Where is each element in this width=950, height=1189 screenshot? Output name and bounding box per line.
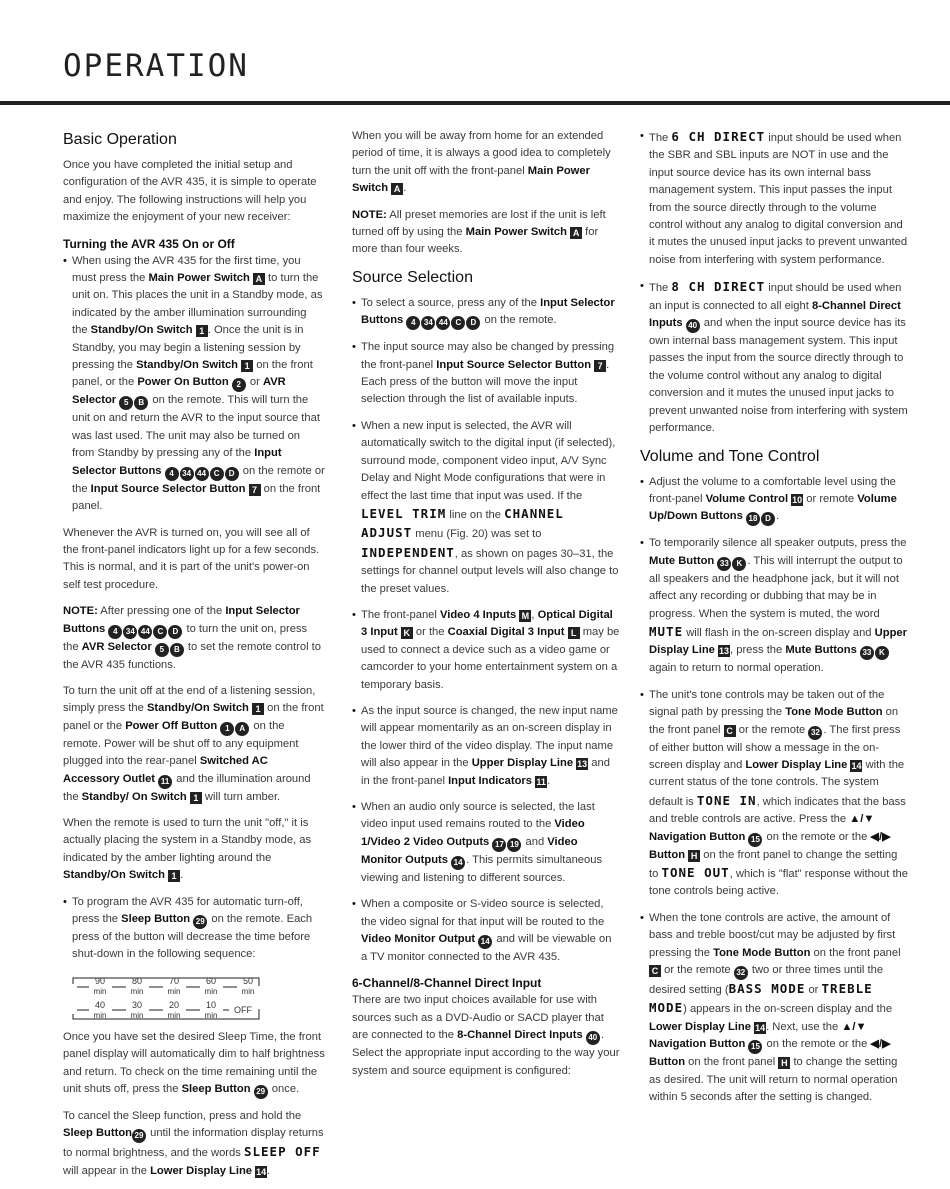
callout-circle: K: [875, 646, 889, 660]
callout-circle: C: [451, 316, 465, 330]
bold-text: Volume Control: [705, 492, 789, 505]
text: on the front panel: [685, 1056, 779, 1069]
bold-text: Lower Display Line: [745, 758, 848, 771]
display-text: CHANNEL ADJUST: [361, 505, 564, 541]
text: To cancel the Sleep function, press and hold the: [63, 1110, 302, 1123]
callout-badge: K: [401, 627, 413, 639]
bold-text: ◀/▶ Button: [649, 830, 891, 861]
text: menu (Fig. 20) was set to: [412, 528, 542, 541]
bold-text: Input Selector Buttons: [63, 605, 300, 635]
text: and when the input source device has its own internal bass management system. This input passes the input from the source directly through to the volume control without any analog to digital conversion and it mutes the unused input jacks to prevent unwanted noise from interfering with system performance.: [649, 317, 908, 435]
text: When the remote is used to turn the unit "off," it is actually placing the system in a Standby mode, as indicated by the amber lighting around the: [63, 816, 312, 864]
bold-text: Input Indicators: [448, 774, 532, 787]
text: The: [649, 282, 672, 295]
text: , press the: [730, 644, 786, 657]
text: When a new input is selected, the AVR will automatically switch to the digital input (if selected), surround mode, component video input, A/V Sync Delay and Night Mode configurations that were in effect the last time that input was used. If the: [361, 419, 616, 502]
callout-circle: 14: [478, 935, 492, 949]
callout-badge: 14: [851, 760, 862, 771]
text: on the front panel, or the: [72, 359, 313, 389]
callout-badge: 1: [241, 360, 253, 372]
sequence-value: 40: [94, 999, 106, 1010]
bullet-paragraph: [352, 896, 620, 966]
sequence-value: 60: [205, 975, 217, 986]
bullet-paragraph: [63, 253, 325, 516]
callout-badge: A: [391, 183, 403, 195]
sequence-unit: min: [204, 1010, 218, 1020]
heading-volume-tone: Volume and Tone Control: [640, 447, 820, 465]
sequence-value: 70: [168, 975, 180, 986]
text: on the remote. This will turn the unit on and return the AVR to the input source that was last used. The unit may also be turned on from Standby by pressing any of the: [72, 394, 320, 460]
text: When using the AVR 435 for the first time, you must press the: [72, 254, 301, 285]
callout-badge: 14: [256, 1166, 267, 1177]
text: will appear in the: [63, 1164, 151, 1177]
sequence-unit: min: [241, 986, 255, 996]
note-label: NOTE:: [352, 208, 387, 221]
callout-circle: 33: [717, 557, 731, 571]
callout-circle: A: [235, 722, 249, 736]
bold-text: AVR Selector: [72, 376, 286, 407]
text: once.: [268, 1083, 300, 1096]
callout-circle: D: [466, 316, 480, 330]
display-text: LEVEL TRIM: [361, 505, 447, 521]
display-text: 6 CH DIRECT: [671, 129, 766, 144]
callout-circle: 29: [132, 1129, 146, 1143]
callout-circle: 17: [492, 838, 506, 852]
bold-text: Main Power Switch: [465, 226, 567, 239]
text: two or three times until the desired setting (: [649, 964, 884, 997]
text: . This permits simultaneous viewing and listening to different sources.: [361, 853, 603, 884]
callout-circle: B: [134, 396, 148, 410]
text: ,: [531, 608, 538, 621]
callout-circle: 19: [507, 838, 521, 852]
callout-circle: 44: [436, 316, 450, 330]
callout-circle: D: [168, 625, 182, 639]
callout-badge: 11: [536, 776, 546, 787]
bold-text: Video Monitor Outputs: [361, 835, 578, 866]
text: . Next, use the: [766, 1020, 842, 1033]
callout-circle: 2: [232, 378, 246, 392]
callout-circle: 34: [421, 316, 435, 330]
bold-text: AVR Selector: [81, 640, 152, 653]
text: The unit's tone controls may be taken out of the signal path by pressing the: [649, 688, 885, 719]
paragraph: [63, 1108, 325, 1180]
paragraph: Whenever the AVR is turned on, you will see all of the front-panel indicators light up for a few seconds. This is normal, and it is part of the unit's power-on self test procedure.: [63, 526, 320, 591]
text: . Select the appropriate input according to the way your system and source equipment is configured:: [352, 1029, 620, 1077]
callout-circle: C: [153, 625, 167, 639]
text: on the front panel.: [72, 482, 321, 513]
bold-text: 8-Channel Direct Inputs: [649, 299, 901, 330]
callout-badge: 14: [755, 1022, 766, 1033]
bold-text: Tone Mode Button: [785, 706, 883, 719]
callout-circle: B: [170, 643, 184, 657]
bold-text: Tone Mode Button: [713, 946, 811, 959]
sequence-unit: min: [130, 986, 144, 996]
bold-text: Main Power Switch: [352, 164, 590, 195]
bold-text: Switched AC Accessory Outlet: [63, 755, 268, 785]
text: To select a source, press any of the: [361, 296, 541, 309]
sequence-unit: min: [167, 986, 181, 996]
text: As the input source is changed, the new input name will appear momentarily as an on-screen display in the lower third of the video display. The input name will also appear in the: [361, 704, 618, 770]
heading-basic-operation: Basic Operation: [63, 131, 177, 148]
display-text: TREBLE MODE: [649, 981, 873, 1016]
text: will flash in the on-screen display and: [683, 626, 875, 639]
sequence-value: 20: [168, 999, 180, 1010]
sequence-value: OFF: [234, 1004, 252, 1015]
sequence-value: 50: [242, 975, 254, 986]
bold-text: Mute Button: [649, 554, 715, 567]
callout-circle: 18: [746, 512, 760, 526]
bold-text: Video 1/Video 2 Video Outputs: [361, 818, 585, 848]
callout-circle: 29: [193, 915, 207, 929]
text: for more than four weeks.: [352, 226, 599, 256]
header-rule: [0, 101, 950, 105]
text: on the remote or the: [763, 1038, 871, 1051]
text: and will be viewable on a TV monitor connected to the AVR 435.: [361, 933, 612, 964]
callout-circle: 1: [220, 722, 234, 736]
callout-badge: 7: [594, 360, 606, 372]
callout-circle: 4: [165, 467, 179, 481]
bold-text: Sleep Button: [121, 913, 191, 925]
text: may be used to connect a device such as a video game or camcorder to your home entertainment system on a temporary basis.: [361, 626, 620, 691]
callout-circle: 34: [123, 625, 137, 639]
display-text: TONE OUT: [661, 865, 730, 880]
text: on the front panel to change the setting to: [649, 848, 898, 880]
text: will turn amber.: [201, 790, 281, 803]
callout-circle: D: [225, 467, 239, 481]
paragraph: [352, 992, 620, 1080]
sequence-value: 30: [131, 999, 143, 1010]
text: or remote: [803, 492, 858, 505]
bold-text: Video Monitor Output: [361, 933, 476, 946]
sequence-unit: min: [130, 1010, 144, 1020]
text: or the remote: [735, 723, 809, 736]
paragraph: [63, 1029, 325, 1099]
text: , as shown on pages 30–31, the settings for channel output levels will also change to the preset values.: [361, 547, 619, 595]
sequence-value: 90: [94, 975, 106, 986]
bullet-paragraph: [63, 894, 325, 964]
sequence-unit: min: [204, 986, 218, 996]
callout-badge: 1: [196, 325, 208, 337]
display-text: TONE IN: [696, 792, 757, 808]
display-text: 8 CH DIRECT: [671, 279, 766, 295]
bold-text: ◀/▶ Button: [649, 1038, 891, 1069]
paragraph: [352, 128, 620, 198]
bold-text: Standby/On Switch: [136, 359, 239, 372]
callout-circle: 14: [451, 856, 465, 870]
callout-circle: 44: [195, 467, 209, 481]
bullet-paragraph: [352, 295, 620, 330]
text: , which is "flat" response without the tone controls being active.: [649, 868, 908, 898]
display-text: SLEEP OFF: [243, 1144, 321, 1160]
callout-badge: 10: [792, 494, 803, 505]
callout-circle: 4: [406, 316, 420, 330]
callout-badge: 1: [168, 870, 180, 882]
text: and: [522, 835, 548, 848]
text: .: [180, 869, 184, 882]
bold-text: Lower Display Line: [649, 1020, 751, 1033]
callout-circle: 11: [158, 775, 172, 789]
callout-badge: A: [570, 227, 582, 239]
callout-circle: 15: [748, 1040, 762, 1054]
bullet-paragraph: [640, 278, 908, 437]
text: to turn the unit on, press the: [63, 622, 308, 653]
text: . This will interrupt the output to all speakers and the headphone jack, but it will not affect any recording or dubbing that may be in progress. When the system is muted, the word: [649, 554, 903, 620]
text: until the information display returns to normal brightness, and the words: [63, 1127, 324, 1160]
text: on the remote or the: [72, 464, 325, 495]
note-paragraph: [352, 207, 620, 259]
callout-badge: M: [519, 610, 531, 622]
callout-circle: 29: [254, 1085, 268, 1099]
text: .: [267, 1164, 271, 1177]
callout-badge: L: [568, 627, 580, 639]
bullet-paragraph: [352, 703, 620, 790]
text: to turn the unit on. This places the unit in a Standby mode, as indicated by the amber illumination surrounding the: [72, 272, 323, 337]
text: Once you have set the desired Sleep Time, the front panel display will automatically dim to half brightness and return. To check on the time remaining until the unit shuts off, press the: [63, 1030, 325, 1096]
subheading-direct-input: 6-Channel/8-Channel Direct Input: [352, 976, 542, 991]
text: or: [805, 984, 822, 997]
text: on the remote or the: [763, 830, 871, 843]
sequence-unit: min: [93, 1010, 107, 1020]
bullet-paragraph: [352, 418, 620, 598]
bold-text: Coaxial Digital 3 Input: [447, 626, 565, 639]
callout-badge: C: [724, 725, 736, 737]
callout-circle: 32: [808, 726, 822, 740]
column-3: [640, 128, 908, 1115]
display-text: BASS MODE: [728, 981, 806, 997]
bold-text: Input Selector Buttons: [72, 447, 282, 477]
bold-text: Video 4 Inputs: [439, 608, 517, 621]
text: on the remote. Each press of the button will decrease the time before shut-down in the following sequence:: [72, 913, 313, 961]
bullet-paragraph: [352, 339, 620, 409]
text: To temporarily silence all speaker outputs, press the: [649, 537, 907, 550]
paragraph: [63, 815, 325, 885]
text: line on the: [446, 508, 505, 521]
bold-text: Standby/ On Switch: [81, 790, 187, 803]
note-label: NOTE:: [63, 605, 98, 618]
sequence-unit: min: [167, 1010, 181, 1020]
callout-circle: 15: [748, 833, 762, 847]
text: on the front panel: [649, 706, 899, 736]
bold-text: Standby/On Switch: [63, 869, 165, 882]
text: . Once the unit is in Standby, you may begin a listening session by pressing the: [72, 324, 304, 372]
paragraph: [63, 683, 325, 806]
bold-text: Power Off Button: [125, 719, 218, 732]
display-text: INDEPENDENT: [361, 544, 455, 560]
callout-circle: 4: [108, 625, 122, 639]
callout-badge: A: [253, 273, 265, 285]
bold-text: Sleep Button: [181, 1083, 251, 1096]
bold-text: Optical Digital 3 Input: [361, 608, 613, 639]
sleep-sequence-diagram: [63, 973, 263, 1021]
text: again to return to normal operation.: [649, 662, 824, 675]
callout-circle: 40: [686, 319, 700, 333]
text: To turn the unit off at the end of a listening session, simply press the: [63, 684, 316, 715]
callout-circle: 33: [860, 646, 874, 660]
text: There are two input choices available for use with sources such as a DVD-Audio or SACD player that are connected to the: [352, 994, 604, 1042]
bold-text: Mute Buttons: [785, 644, 857, 657]
callout-circle: C: [210, 467, 224, 481]
text: When you will be away from home for an extended period of time, it is always a good idea to completely turn the unit off with the front-panel: [352, 130, 611, 177]
text: The front-panel: [361, 608, 440, 621]
bold-text: Input Source Selector Button: [436, 358, 592, 371]
sequence-unit: min: [93, 986, 107, 996]
text: or: [246, 376, 263, 389]
callout-badge: 1: [252, 703, 264, 715]
text: to set the remote control to the AVR 435 functions.: [63, 640, 322, 671]
callout-circle: 5: [155, 643, 169, 657]
text: on the front panel or the: [63, 702, 324, 732]
column-2: [352, 128, 620, 1089]
text: with the current status of the tone controls. The system default is: [649, 758, 905, 808]
bold-text: Input Source Selector Button: [90, 482, 246, 495]
text: All preset memories are lost if the unit is left turned off by using the: [352, 208, 606, 239]
text: Adjust the volume to a comfortable level using the front-panel: [649, 475, 896, 505]
bold-text: Input Selector Buttons: [361, 296, 615, 327]
text: When a composite or S-video source is selected, the video signal for that input will be routed to the: [361, 898, 605, 928]
callout-circle: K: [732, 557, 746, 571]
text: .: [403, 182, 407, 195]
text: To program the AVR 435 for automatic turn-off, press the: [72, 895, 303, 925]
callout-circle: 34: [180, 467, 194, 481]
callout-circle: 5: [119, 396, 133, 410]
subheading-turning-on-off: Turning the AVR 435 On or Off: [63, 236, 235, 251]
text: ) appears in the on-screen display and the: [683, 1003, 893, 1016]
text: When the tone controls are active, the amount of bass and treble boost/cut may be adjusted by first pressing the: [649, 911, 896, 959]
bullet-paragraph: [352, 799, 620, 887]
note-paragraph: [63, 603, 325, 674]
bold-text: Upper Display Line: [471, 757, 574, 770]
text: on the front panel: [810, 946, 901, 959]
callout-badge: H: [688, 850, 700, 862]
text: . The first press of either button will show a message in the on-screen display and: [649, 723, 901, 771]
callout-circle: 44: [138, 625, 152, 639]
text: After pressing one of the: [97, 605, 226, 618]
callout-circle: D: [761, 512, 775, 526]
bullet-paragraph: [640, 910, 908, 1107]
page-header: [0, 0, 950, 108]
bold-text: Lower Display Line: [150, 1164, 253, 1177]
callout-circle: 32: [734, 966, 748, 980]
callout-badge: 13: [577, 759, 588, 770]
sequence-value: 10: [205, 999, 217, 1010]
bold-text: 8-Channel Direct Inputs: [457, 1029, 583, 1042]
text: input should be used when the SBR and SBL inputs are NOT in use and the input source device has its own internal bass management system. This input passes the input from the source directly through to the volume control without any analog to digital conversion and it mutes the unused input jacks to prevent unwanted noise from interfering with system performance.: [649, 132, 908, 266]
text: or the remote: [661, 964, 734, 977]
text: .: [775, 510, 780, 523]
bold-text: Upper Display Line: [649, 626, 907, 657]
callout-badge: 7: [249, 484, 261, 496]
text: or the: [412, 626, 448, 639]
text: The: [649, 132, 672, 144]
text: When an audio only source is selected, the last video input used remains routed to the: [361, 801, 595, 831]
bold-text: Standby/On Switch: [146, 702, 249, 715]
bold-text: Volume Up/Down Buttons: [649, 492, 897, 523]
text: to change the setting as desired. The unit will return to normal operation within 5 seconds after the setting is changed.: [649, 1056, 898, 1104]
text: , which indicates that the bass and treble controls are active. Press the: [649, 795, 906, 826]
bold-text: Standby/On Switch: [90, 324, 193, 337]
page-title: OPERATION: [63, 48, 249, 84]
text: . Each press of the button will move the input selection through the list of available inputs.: [361, 358, 610, 406]
text: input should be used when an input is connected to all eight: [649, 282, 902, 312]
column-1: [63, 128, 325, 1189]
callout-badge: 1: [190, 792, 202, 804]
callout-badge: 13: [719, 646, 730, 657]
text: and in the front-panel: [361, 757, 610, 787]
heading-source-selection: Source Selection: [352, 268, 473, 286]
callout-badge: C: [649, 965, 661, 977]
text: and the illumination around the: [63, 772, 311, 803]
text: The input source may also be changed by pressing the front-panel: [361, 341, 615, 371]
paragraph: Once you have completed the initial setup and configuration of the AVR 435, it is simple to operate and enjoy. The following instructions will help you maximize the enjoyment of your new receiver:: [63, 159, 317, 224]
bullet-paragraph: [640, 687, 908, 901]
callout-circle: 40: [586, 1031, 600, 1045]
bullet-paragraph: [640, 128, 908, 269]
bullet-paragraph: [640, 535, 908, 677]
bold-text: Sleep Button: [63, 1127, 132, 1140]
sequence-value: 80: [131, 975, 143, 986]
text: .: [547, 774, 551, 787]
bold-text: ▲/▼ Navigation Button: [649, 1020, 867, 1051]
bold-text: Main Power Switch: [148, 272, 250, 285]
text: on the remote. Power will be shut off to any equipment plugged into the rear-panel: [63, 719, 299, 768]
text: on the remote.: [481, 314, 557, 327]
bold-text: ▲/▼ Navigation Button: [649, 813, 875, 843]
bold-text: Power On Button: [137, 376, 229, 389]
callout-badge: H: [778, 1057, 790, 1069]
bullet-paragraph: [640, 474, 908, 527]
display-text: MUTE: [649, 623, 684, 639]
bullet-paragraph: [352, 607, 620, 694]
